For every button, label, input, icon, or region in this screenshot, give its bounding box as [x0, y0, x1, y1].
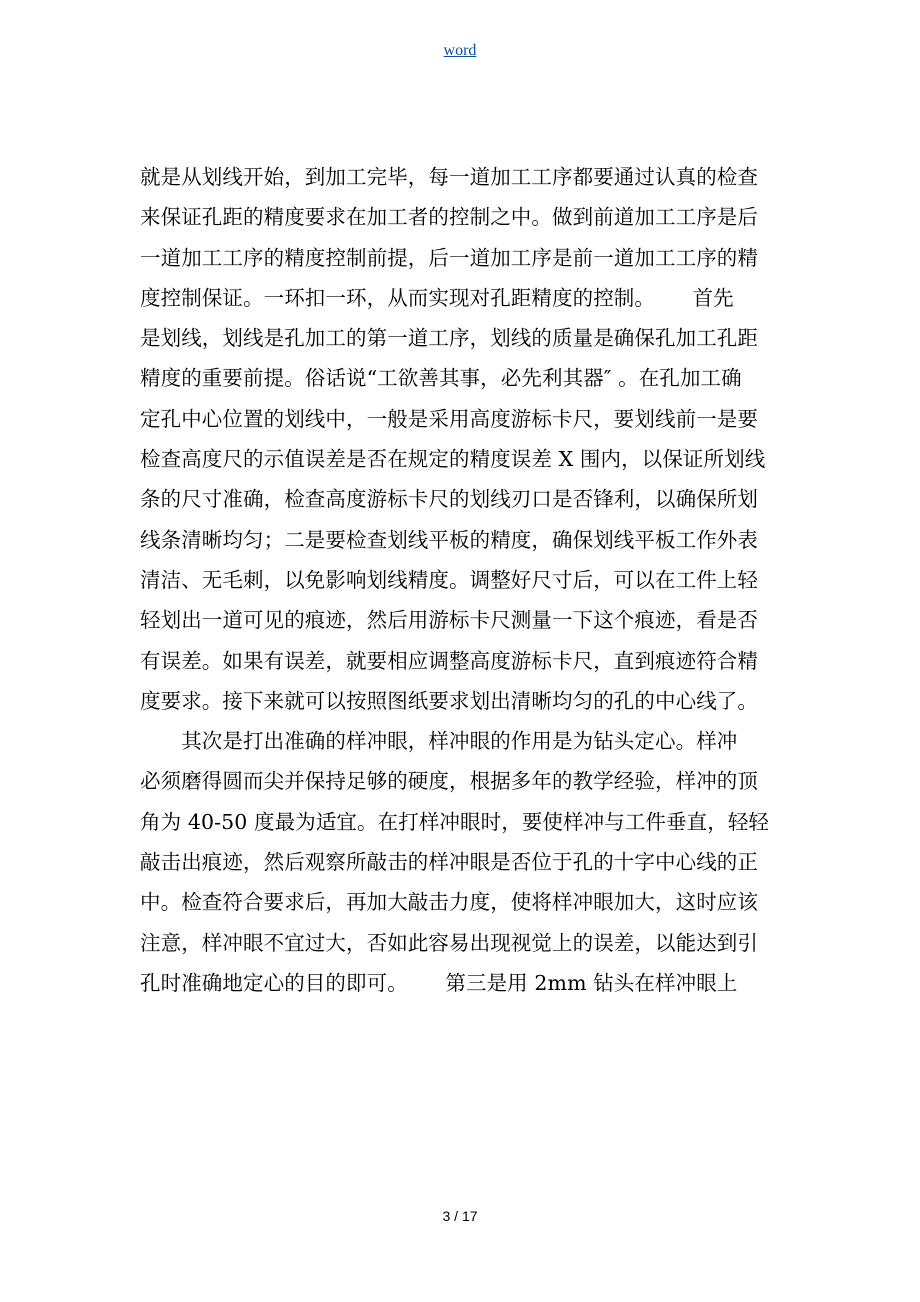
text-line: 来保证孔距的精度要求在加工者的控制之中。做到前道加工工序是后	[140, 205, 758, 230]
text-line: 一道加工工序的精度控制前提，后一道加工序是前一道加工工序的精	[140, 245, 758, 270]
text-line: 线条清晰均匀；二是要检查划线平板的精度，确保划线平板工作外表	[140, 527, 758, 552]
text-line: 度要求。接下来就可以按照图纸要求划出清晰均匀的孔的中心线了。	[140, 688, 758, 713]
text-line: 度控制保证。一环扣一环，从而实现对孔距精度的控制。 首先	[140, 285, 734, 310]
text-line: 精度的重要前提。俗话说“工欲善其事，必先利其器″ 。在孔加工确	[140, 366, 742, 391]
text-line: 是划线，划线是孔加工的第一道工序，划线的质量是确保孔加工孔距	[140, 326, 758, 351]
text-line: 清洁、无毛刺，以免影响划线精度。调整好尺寸后，可以在工件上轻	[140, 567, 758, 592]
text-line: 条的尺寸准确，检查高度游标卡尺的划线刃口是否锋利，以确保所划	[140, 487, 758, 512]
text-line: 检查高度尺的示值误差是否在规定的精度误差 X 围内，以保证所划线	[140, 447, 766, 472]
text-line: 定孔中心位置的划线中，一般是采用高度游标卡尺，要划线前一是要	[140, 406, 758, 431]
text-line: 就是从划线开始，到加工完毕，每一道加工工序都要通过认真的检查	[140, 165, 758, 189]
text-line: 敲击出痕迹，然后观察所敲击的样冲眼是否位于孔的十字中心线的正	[140, 850, 758, 875]
text-line: 其次是打出准确的样冲眼，样冲眼的作用是为钻头定心。样冲	[140, 729, 738, 754]
header	[0, 41, 920, 61]
text-line: 中。检查符合要求后，再加大敲击力度，使将样冲眼加大，这时应该	[140, 890, 758, 915]
text-line: 轻划出一道可见的痕迹，然后用游标卡尺测量一下这个痕迹，看是否	[140, 608, 758, 633]
text-line: 注意，样冲眼不宜过大，否如此容易出现视觉上的误差，以能达到引	[140, 930, 758, 955]
text-line: 有误差。如果有误差，就要相应调整高度游标卡尺，直到痕迹符合精	[140, 648, 758, 673]
document-body	[140, 157, 785, 1003]
text-line: 角为 40-50 度最为适宜。在打样冲眼时，要使样冲与工件垂直，轻轻	[140, 809, 770, 834]
text-line: 必须磨得圆而尖并保持足够的硬度，根据多年的教学经验，样冲的顶	[140, 769, 758, 794]
page-number: 3 / 17	[442, 1208, 478, 1224]
text-line: 孔时准确地定心的目的即可。 第三是用 2mm 钻头在样冲眼上	[140, 970, 738, 995]
header-link[interactable]: word	[443, 42, 477, 59]
